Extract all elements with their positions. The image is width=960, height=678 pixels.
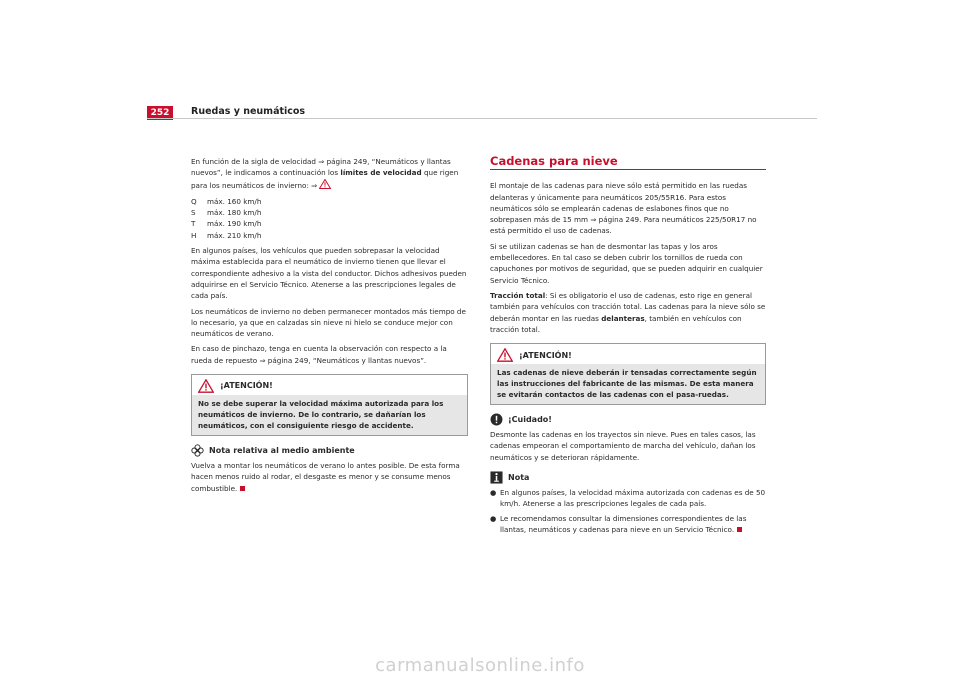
note-item: ● En algunos países, la velocidad máxima autorizada con cadenas es de 50 km/h. Atenerse a las prescripciones legales de cada país. xyxy=(490,488,766,509)
caution-label: ¡Cuidado! xyxy=(508,415,552,424)
warning-box xyxy=(191,374,468,436)
exclamation-icon xyxy=(490,413,503,426)
warning-text: No se debe superar la velocidad máxima autorizada para los neumáticos de invierno. De lo contrario, se dañarían los neumáticos, con el consiguiente riesgo de accidente. xyxy=(192,395,467,435)
intro-paragraph: En función de la sigla de velocidad ⇒ página 249, “Neumáticos y llantas nuevos”, le indicamos a continuación los límites de velocidad que rigen para los neumáticos de invierno: ⇒ xyxy=(191,157,459,190)
bullet-icon: ● xyxy=(490,513,497,523)
warning-triangle-icon xyxy=(198,379,214,393)
environment-label: Nota relativa al medio ambiente xyxy=(209,445,355,455)
flower-icon xyxy=(191,444,204,457)
warning-label: ¡ATENCIÓN! xyxy=(220,381,273,391)
arrow-icon: ⇒ xyxy=(590,215,597,225)
warning-triangle-icon xyxy=(497,348,513,362)
page-number: 252 xyxy=(147,106,173,120)
speed-row: H máx. 210 km/h xyxy=(191,230,262,240)
warning-triangle-icon xyxy=(319,179,331,189)
end-marker xyxy=(737,527,742,532)
environment-note-header xyxy=(191,444,468,457)
caution-header xyxy=(490,413,766,426)
speed-row: T máx. 190 km/h xyxy=(191,219,262,229)
watermark: carmanualsonline.info xyxy=(375,655,585,676)
speed-row: Q máx. 160 km/h xyxy=(191,196,262,206)
environment-text: Vuelva a montar los neumáticos de verano lo antes posible. De esta forma hacen menos ruido al rodar, el desgaste es menor y se consume menos combustible. xyxy=(191,461,460,493)
arrow-icon: ⇒ xyxy=(259,355,266,365)
section-heading: Cadenas para nieve xyxy=(490,156,766,170)
paragraph: Tracción total: Si es obligatorio el uso de cadenas, esto rige en general también para vehículos con tracción total. Las cadenas para la nieve sólo se deberán montar en las ruedas delanteras, también en vehículos con tracción total. xyxy=(490,290,766,334)
arrow-icon: ⇒ xyxy=(311,180,318,190)
paragraph: El montaje de las cadenas para nieve sólo está permitido en las ruedas delanteras y únicamente para neumáticos 205/55R16. Para estos neumáticos sólo se emplearán cadenas de eslabones finos que no sobrepasen más de 15 mm ⇒ página 249. Para neumáticos 225/50R17 no está permitido el uso de cadenas. xyxy=(490,181,757,236)
caution-text: Desmonte las cadenas en los trayectos sin nieve. Pues en tales casos, las cadenas empeoran el comportamiento de marcha del vehículo, dañan los neumáticos y se deterioran rápidamente. xyxy=(490,430,756,462)
section-title: Ruedas y neumáticos xyxy=(191,106,306,117)
note-header xyxy=(490,471,766,484)
note-item: ● Le recomendamos consultar la dimensiones correspondientes de las llantas, neumáticos y cadenas para nieve en un Servicio Técnico. xyxy=(490,513,747,534)
bullet-icon: ● xyxy=(490,488,497,498)
note-label: Nota xyxy=(508,472,530,482)
note-icon xyxy=(490,471,503,484)
right-column xyxy=(490,156,766,535)
end-marker xyxy=(240,486,245,491)
warning-text: Las cadenas de nieve deberán ir tensadas correctamente según las instrucciones del fabricante de las mismas. De esta manera se evitarán contactos de las cadenas con el pasa-ruedas. xyxy=(491,364,765,404)
speed-list xyxy=(191,196,468,241)
warning-box xyxy=(490,343,766,405)
paragraph: En algunos países, los vehículos que pueden sobrepasar la velocidad máxima establecida para el neumático de invierno tienen que llevar el correspondiente adhesivo a la vista del conductor. Dichos adhesivos pueden adquirirse en el Servicio Técnico. Atenerse a las prescripciones legales de cada país. xyxy=(191,246,467,301)
left-column xyxy=(191,156,468,498)
speed-row: S máx. 180 km/h xyxy=(191,208,262,218)
paragraph: En caso de pinchazo, tenga en cuenta la observación con respecto a la rueda de repuesto ⇒ página 249, “Neumáticos y llantas nuevos”. xyxy=(191,344,447,365)
header-rule xyxy=(147,118,817,119)
arrow-icon: ⇒ xyxy=(318,157,325,166)
warning-label: ¡ATENCIÓN! xyxy=(519,350,572,360)
paragraph: Los neumáticos de invierno no deben permanecer montados más tiempo de lo necesario, ya que en calzadas sin nieve ni hielo se conduce mejor con neumáticos de verano. xyxy=(191,306,466,339)
paragraph: Si se utilizan cadenas se han de desmontar las tapas y los aros embellecedores. En tal caso se deben cubrir los tornillos de rueda con capuchones por motivos de seguridad, que se pueden adquirir en cualquier Servicio Técnico. xyxy=(490,241,763,285)
